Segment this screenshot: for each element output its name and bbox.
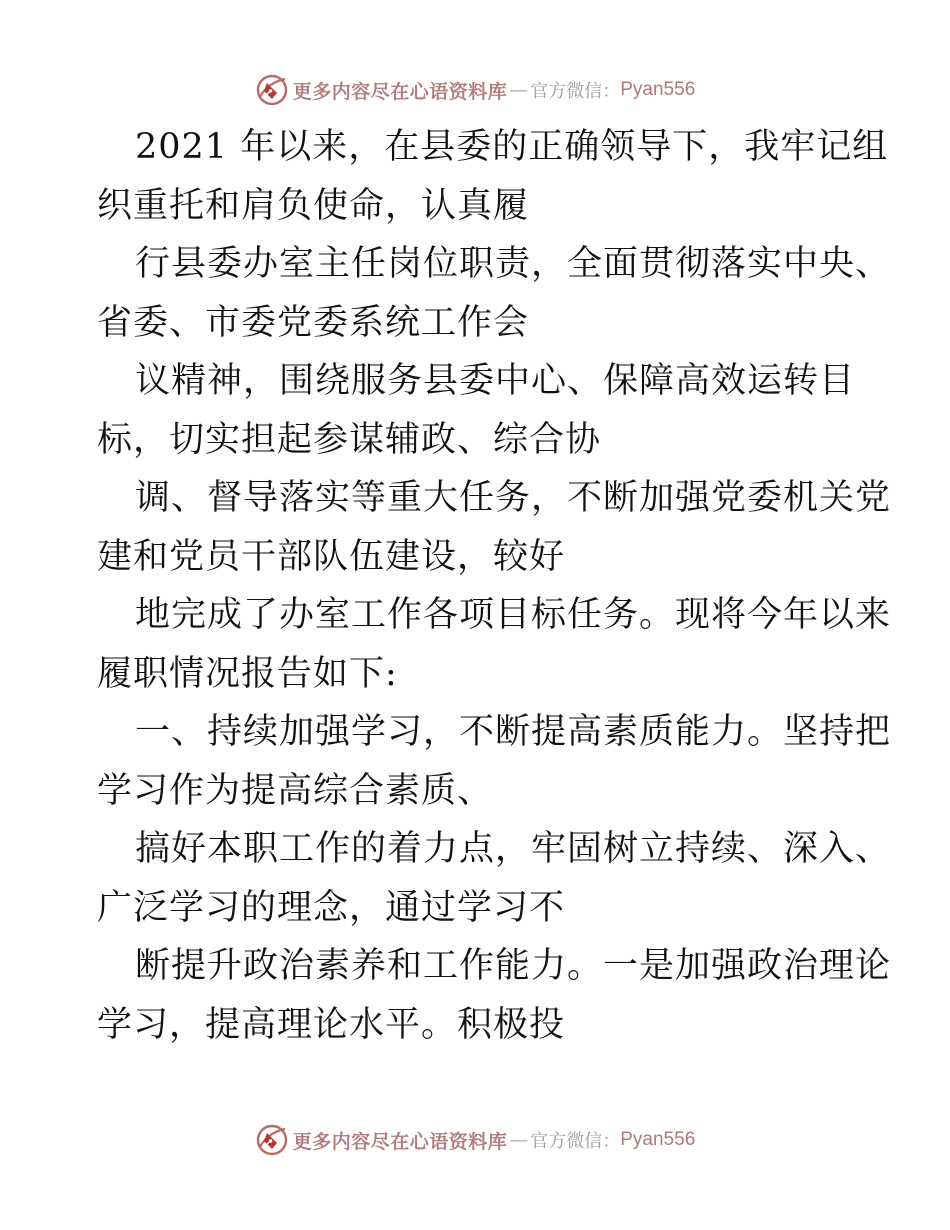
body-line: 学习，提高理论水平。积极投 [97,1004,566,1045]
body-line: 地完成了办室工作各项目标任务。现将今年以来 [135,595,892,635]
pen-nib-logo-icon [255,1123,289,1157]
watermark-wechat-label: 官方微信： [530,1131,621,1152]
body-line: 织重托和肩负使命，认真履 [97,185,530,226]
body-line: 行县委办室主任岗位职责，全面贯彻落实中央、 [135,244,892,284]
body-line: 广泛学习的理念，通过学习不 [97,887,566,928]
watermark-wechat-label: 官方微信： [530,81,621,102]
body-line: 2021 年以来，在县委的正确领导下，我牢记组 [135,127,889,167]
watermark-separator: — [509,1129,529,1151]
body-line: 断提升政治素养和工作能力。一是加强政治理论 [135,946,892,986]
watermark-separator: — [509,79,529,101]
watermark-brand-text: 更多内容尽在心语资料库 [292,80,508,103]
body-line: 履职情况报告如下: [97,653,398,694]
body-line: 搞好本职工作的着力点，牢固树立持续、深入、 [135,829,892,869]
body-line: 一、持续加强学习，不断提高素质能力。坚持把 [135,712,892,752]
watermark-wechat-id: Pyan556 [620,1129,696,1150]
footer-watermark [0,1120,950,1160]
document-body [97,118,892,1054]
header-watermark [0,70,950,110]
body-line: 学习作为提高综合素质、 [97,770,494,811]
body-line: 省委、市委党委系统工作会 [97,302,530,343]
body-line: 调、督导落实等重大任务，不断加强党委机关党 [135,478,892,518]
body-line: 标，切实担起参谋辅政、综合协 [97,419,602,460]
body-line: 建和党员干部队伍建设，较好 [97,536,566,577]
pen-nib-logo-icon [255,73,289,107]
watermark-brand-text: 更多内容尽在心语资料库 [292,1130,508,1153]
body-line: 议精神，围绕服务县委中心、保障高效运转目 [135,361,856,401]
watermark-wechat-id: Pyan556 [620,79,696,100]
